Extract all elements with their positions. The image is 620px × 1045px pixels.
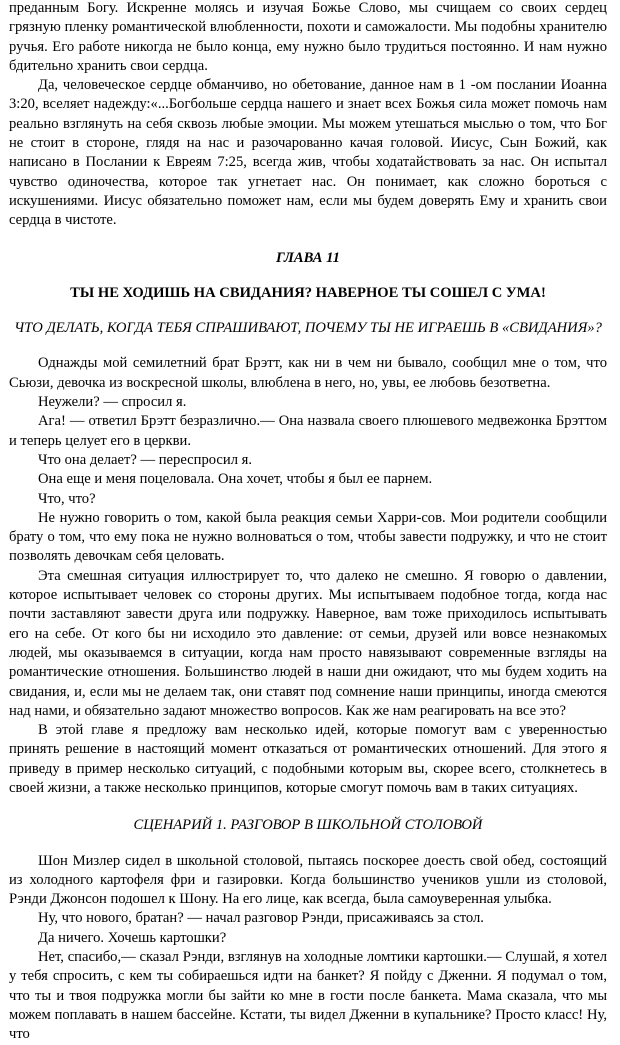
dialogue-line: Ага! — ответил Брэтт безразлично.— Она назвала своего плюшевого медвежонка Брэттом и теперь целует его в церкви. — [9, 413, 607, 449]
dialogue-line: Что она делает? — переспросил я. — [38, 451, 252, 468]
paragraph: В этой главе я предложу вам несколько идей, которые помогут вам с уверенностью принять решение в настоящий момент отказаться от романтических отношений. Для этого я приведу в пример несколько ситуаций, с подобными которым вы, скорее всего, столкнетесь в своей жизни, а также несколько принципов, которые смогут помочь вам в таких ситуациях. — [9, 722, 607, 796]
chapter-subtitle: ЧТО ДЕЛАТЬ, КОГДА ТЕБЯ СПРАШИВАЮТ, ПОЧЕМУ ТЫ НЕ ИГРАЕШЬ В «СВИДАНИЯ»? — [14, 320, 602, 337]
dialogue-line: Она еще и меня поцеловала. Она хочет, чтобы я был ее парнем. — [38, 471, 433, 488]
paragraph: Не нужно говорить о том, какой была реакция семьи Харри-сов. Мои родители сообщили брату о том, что ему пока не нужно волноваться о том, чтобы завести подружку, и что не стоит позволять девочкам себя целовать. — [9, 509, 607, 565]
dialogue-line: Нет, спасибо,— сказал Рэнди, взглянув на холодные ломтики картошки.— Слушай, я хотел у тебя спросить, с кем ты собираешься идти на банкет? Я пойду с Дженни. Я подумал о том, что ты и твоя подружка могли бы зайти ко мне в гости после банкета. Мама сказала, что мы можем поплавать в нашем бассейне. Кстати, ты видел Дженни в купальнике? Просто класс! Ну, что — [9, 949, 607, 1043]
chapter-heading: ГЛАВА 11 — [276, 249, 340, 266]
dialogue-line: Да ничего. Хочешь картошки? — [38, 929, 227, 946]
dialogue-line: Неужели? — спросил я. — [38, 394, 187, 411]
chapter-title: ТЫ НЕ ХОДИШЬ НА СВИДАНИЯ? НАВЕРНОЕ ТЫ СОШЕЛ С УМА! — [70, 284, 546, 301]
dialogue-line: Ну, что нового, братан? — начал разговор Рэнди, присаживаясь за стол. — [38, 910, 484, 927]
paragraph: преданным Богу. Искренне молясь и изучая Божье Слово, мы счищаем со своих сердец грязную пленку романтической влюбленности, похоти и саможалости. Мы подобны хранителю ручья. Его работе никогда не было конца, ему нужно было трудиться постоянно. И нам нужно бдительно хранить свои сердца. — [9, 0, 607, 74]
paragraph: Однажды мой семилетний брат Брэтт, как ни в чем ни бывало, сообщил мне о том, что Сьюзи, девочка из воскресной школы, влюблена в него, но, увы, ее любовь безответна. — [9, 355, 607, 391]
paragraph: Да, человеческое сердце обманчиво, но обетование, данное нам в 1 -ом послании Иоанна 3:20, вселяет надежду:«...Богбольше сердца нашего и знает всех Божья сила может помочь нам реально взглянуть на себя сквозь любые эмоции. Мы можем утешаться мыслью о том, что Бог не стоит в стороне, глядя на нас и разочарованно качая головой. Иисус, Сын Божий, как написано в Послании к Евреям 7:25, всегда жив, чтобы ходатайствовать за нас. Он испытал чувство одиночества, которое так угнетает нас. Он понимает, как сложно бороться с искушениями. Иисус обязательно поможет нам, если мы будем доверять Ему и хранить свои сердца в чистоте. — [9, 77, 607, 229]
paragraph: Шон Мизлер сидел в школьной столовой, пытаясь поскорее доесть свой обед, состоящий из холодного картофеля фри и газировки. Когда большинство учеников ушли из столовой, Рэнди Джонсон подошел к Шону. На его лице, как всегда, была самоуверенная улыбка. — [9, 852, 607, 908]
scenario-heading: СЦЕНАРИЙ 1. РАЗГОВОР В ШКОЛЬНОЙ СТОЛОВОЙ — [133, 817, 483, 834]
dialogue-line: Что, что? — [38, 490, 96, 507]
paragraph: Эта смешная ситуация иллюстрирует то, что далеко не смешно. Я говорю о давлении, которое испытывает человек со стороны других. Мы испытываем подобное тогда, когда нас почти заставляют завести друга или подружку. Наверное, вам тоже приходилось испытывать его на себе. От кого бы ни исходило это давление: от семьи, друзей или вовсе незнакомых людей, мы оказываемся в ситуации, когда нам просто навязывают современные взгляды на романтические отношения. Большинство людей в наши дни ожидают, что мы будем ходить на свидания, и, если мы не делаем так, они ставят под сомнение наши принципы, иногда смеются над нами, и обязательно задают множество вопросов. Как же нам реагировать на все это? — [9, 567, 607, 719]
